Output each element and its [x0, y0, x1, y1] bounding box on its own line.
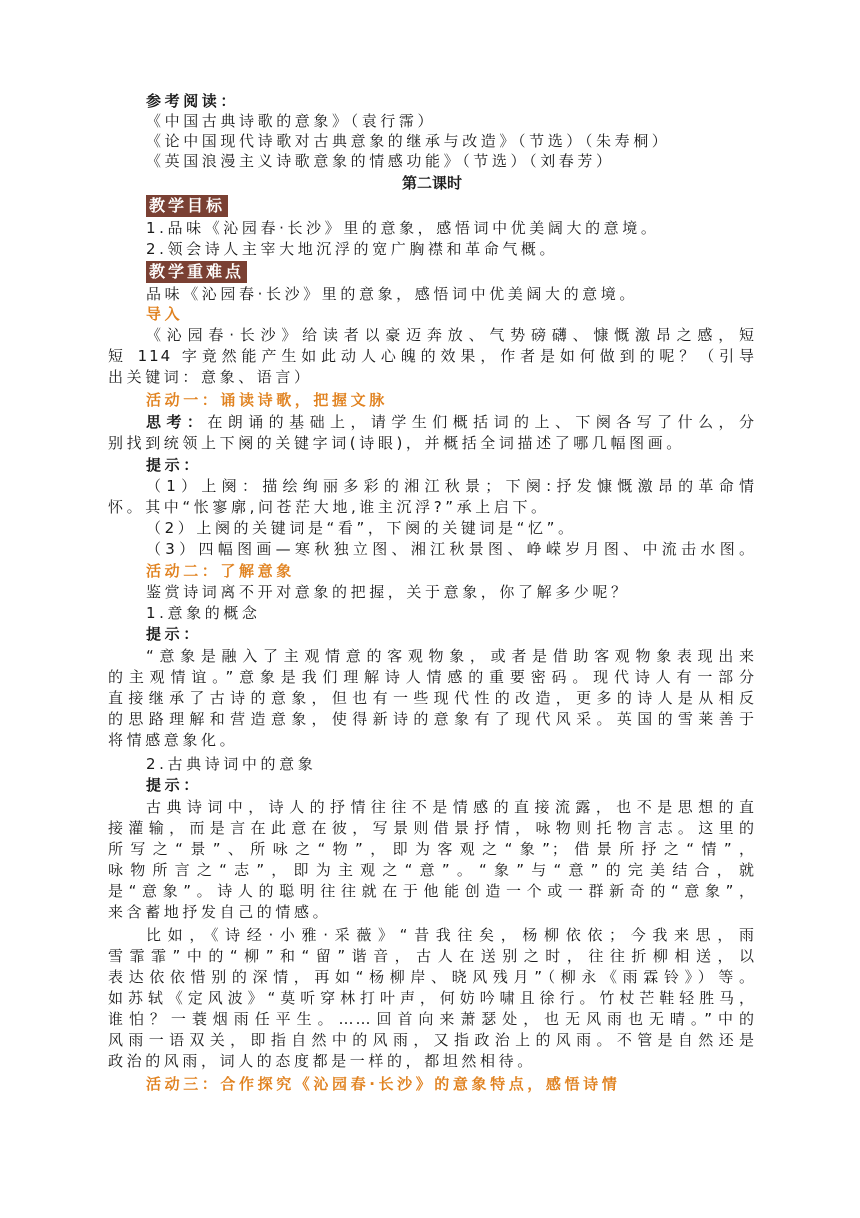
activity2-heading: 活动二：了解意象 [146, 562, 295, 580]
intro-heading: 导入 [146, 305, 184, 323]
intro-line: 短 114 字竟然能产生如此动人心魄的效果，作者是如何做到的呢？（引导 [108, 347, 756, 365]
lesson-title: 第二课时 [401, 174, 462, 192]
paragraph-line: 表达依依惜别的深情，再如“杨柳岸、晓风残月”（柳永《雨霖铃》）等。 [108, 968, 756, 986]
paragraph-line: 接灌输，而是言在此意在彼，写景则借景抒情，咏物则托物言志。这里的 [108, 819, 756, 837]
activity2-question: 鉴赏诗词离不开对意象的把握，关于意象，你了解多少呢？ [146, 583, 630, 601]
paragraph-line: 将情感意象化。 [108, 731, 239, 749]
paragraph-line: 政治的风雨，词人的态度都是一样的，都坦然相待。 [108, 1052, 536, 1070]
hint-line: 怀。其中“怅寥廓,问苍茫大地,谁主沉浮?”承上启下。 [108, 498, 550, 516]
activity1-heading: 活动一：诵读诗歌，把握文脉 [146, 391, 388, 409]
goal-item: 1.品味《沁园春·长沙》里的意象，感悟词中优美阔大的意境。 [146, 219, 660, 237]
goals-heading: 教学目标 [146, 195, 228, 217]
paragraph-line: 的思路理解和营造意象，使得新诗的意象有了现代风采。英国的雪莱善于 [108, 710, 756, 728]
think-label: 思考： [146, 413, 208, 431]
goal-item: 2.领会诗人主宰大地沉浮的宽广胸襟和革命气概。 [146, 240, 559, 258]
hint-line: （1）上阕：描绘绚丽多彩的湘江秋景；下阕:抒发慷慨激昂的革命情 [146, 477, 756, 495]
activity3-heading: 活动三：合作探究《沁园春·长沙》的意象特点，感悟诗情 [146, 1075, 621, 1093]
hint-line: （2）上阕的关键词是“看”，下阕的关键词是“忆”。 [146, 519, 577, 537]
reading-item: 《中国古典诗歌的意象》（袁行霈） [146, 112, 437, 130]
reading-title: 参考阅读： [146, 92, 240, 110]
intro-line: 出关键词：意象、语言） [108, 368, 313, 386]
reading-item: 《英国浪漫主义诗歌意象的情感功能》（节选）（刘春芳） [146, 152, 615, 170]
think-line [146, 413, 756, 432]
reading-item: 《论中国现代诗歌对古典意象的继承与改造》（节选）（朱寿桐） [146, 132, 671, 150]
hint-label: 提示： [146, 776, 202, 794]
hint-label: 提示： [146, 456, 202, 474]
hint-label: 提示： [146, 625, 202, 643]
paragraph-line: 雪霏霏”中的“柳”和“留”谐音，古人在送别之时，往往折柳相送，以 [108, 947, 756, 965]
paragraph-line: 风雨一语双关，即指自然中的风雨，又指政治上的风雨。不管是自然还是 [108, 1031, 756, 1049]
paragraph-line: 来含蓄地抒发自己的情感。 [108, 903, 332, 921]
paragraph-line: 是“意象”。诗人的聪明往往就在于他能创造一个或一群新奇的“意象”， [108, 882, 756, 900]
paragraph-line: 咏物所言之“志”，即为主观之“意”。“象”与“意”的完美结合，就 [108, 861, 756, 879]
paragraph-line: “意象是融入了主观情意的客观物象，或者是借助客观物象表现出来 [146, 647, 756, 665]
paragraph-line: 古典诗词中，诗人的抒情往往不是情感的直接流露，也不是思想的直 [146, 798, 756, 816]
subheading: 2.古典诗词中的意象 [146, 755, 317, 773]
think-text: 在朗诵的基础上，请学生们概括词的上、下阕各写了什么，分 [207, 413, 756, 431]
paragraph-line: 如苏轼《定风波》“莫听穿林打叶声，何妨吟啸且徐行。竹杖芒鞋轻胜马， [108, 989, 756, 1007]
paragraph-line: 所写之“景”、所咏之“物”，即为客观之“象”；借景所抒之“情”， [108, 840, 756, 858]
think-line: 别找到统领上下阕的关键字词(诗眼)，并概括全词描述了哪几幅图画。 [108, 434, 685, 452]
intro-line: 《沁园春·长沙》给读者以豪迈奔放、气势磅礴、慷慨激昂之感，短 [146, 326, 756, 344]
key-points-text: 品味《沁园春·长沙》里的意象，感悟词中优美阔大的意境。 [146, 285, 638, 303]
paragraph-line: 直接继承了古诗的意象，但也有一些现代性的改造，更多的诗人是从相反 [108, 689, 756, 707]
paragraph-line: 的主观情谊。”意象是我们理解诗人情感的重要密码。现代诗人有一部分 [108, 668, 756, 686]
paragraph-line: 比如，《诗经·小雅·采薇》“昔我往矣，杨柳依依；今我来思，雨 [146, 926, 756, 944]
subheading: 1.意象的概念 [146, 604, 261, 622]
paragraph-line: 谁怕？一蓑烟雨任平生。……回首向来萧瑟处，也无风雨也无晴。”中的 [108, 1010, 756, 1028]
key-points-heading: 教学重难点 [146, 261, 247, 283]
hint-line: （3）四幅图画—寒秋独立图、湘江秋景图、峥嵘岁月图、中流击水图。 [146, 540, 756, 558]
